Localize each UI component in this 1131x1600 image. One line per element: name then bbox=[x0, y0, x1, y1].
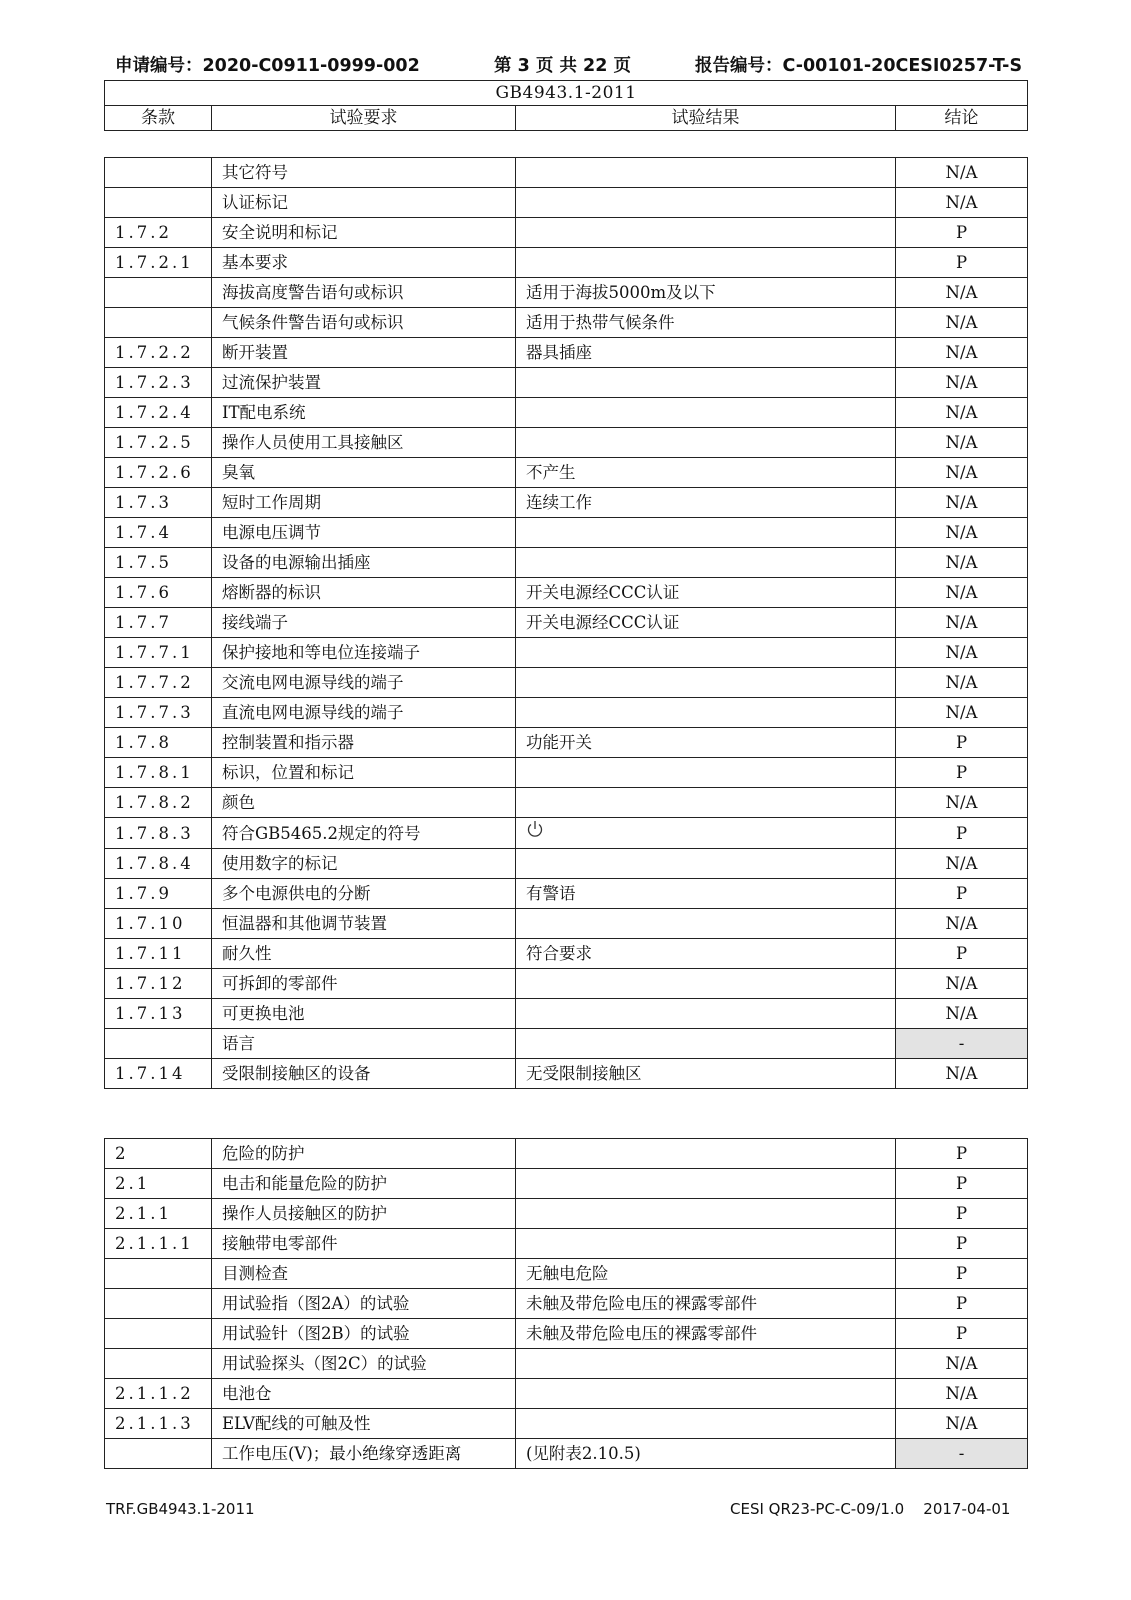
table-row bbox=[105, 969, 1028, 999]
requirement-cell: 颜色 bbox=[212, 788, 516, 818]
clause-cell: 1.7.7.3 bbox=[105, 698, 212, 728]
verdict-cell: P bbox=[896, 818, 1028, 849]
table-header bbox=[104, 80, 1028, 131]
requirement-cell: 设备的电源输出插座 bbox=[212, 548, 516, 578]
verdict-cell: N/A bbox=[896, 698, 1028, 728]
requirement-cell: 用试验针（图2B）的试验 bbox=[212, 1319, 516, 1349]
verdict-cell: N/A bbox=[896, 638, 1028, 668]
requirement-cell: 熔断器的标识 bbox=[212, 578, 516, 608]
verdict-cell: N/A bbox=[896, 1409, 1028, 1439]
verdict-cell: N/A bbox=[896, 578, 1028, 608]
clause-cell: 1.7.8.2 bbox=[105, 788, 212, 818]
result-cell bbox=[516, 398, 896, 428]
requirement-cell: 直流电网电源导线的端子 bbox=[212, 698, 516, 728]
table-row bbox=[105, 668, 1028, 698]
requirement-cell: 断开装置 bbox=[212, 338, 516, 368]
result-cell bbox=[516, 758, 896, 788]
verdict-cell: P bbox=[896, 758, 1028, 788]
clause-cell: 2.1.1.1 bbox=[105, 1229, 212, 1259]
result-cell bbox=[516, 668, 896, 698]
requirement-cell: 目测检查 bbox=[212, 1259, 516, 1289]
result-cell: 有警语 bbox=[516, 879, 896, 909]
requirement-cell: 多个电源供电的分断 bbox=[212, 879, 516, 909]
column-header-result: 试验结果 bbox=[516, 106, 896, 131]
result-cell bbox=[516, 188, 896, 218]
clause-cell: 1.7.5 bbox=[105, 548, 212, 578]
result-cell: 连续工作 bbox=[516, 488, 896, 518]
requirement-cell: 电源电压调节 bbox=[212, 518, 516, 548]
requirement-cell: 气候条件警告语句或标识 bbox=[212, 308, 516, 338]
verdict-cell: N/A bbox=[896, 308, 1028, 338]
result-cell bbox=[516, 1029, 896, 1059]
result-cell bbox=[516, 1199, 896, 1229]
verdict-cell: N/A bbox=[896, 1349, 1028, 1379]
requirement-cell: 电池仓 bbox=[212, 1379, 516, 1409]
requirement-cell: 语言 bbox=[212, 1029, 516, 1059]
table-row bbox=[105, 1379, 1028, 1409]
requirement-cell: 过流保护装置 bbox=[212, 368, 516, 398]
requirement-cell: 受限制接触区的设备 bbox=[212, 1059, 516, 1089]
clause-cell: 1.7.2.6 bbox=[105, 458, 212, 488]
table-row bbox=[105, 788, 1028, 818]
table-row bbox=[105, 338, 1028, 368]
clause-cell: 1.7.8.1 bbox=[105, 758, 212, 788]
verdict-cell: N/A bbox=[896, 909, 1028, 939]
result-cell bbox=[516, 788, 896, 818]
verdict-cell: - bbox=[896, 1439, 1028, 1469]
result-cell: 无受限制接触区 bbox=[516, 1059, 896, 1089]
verdict-cell: N/A bbox=[896, 188, 1028, 218]
requirement-cell: 保护接地和等电位连接端子 bbox=[212, 638, 516, 668]
result-cell: 开关电源经CCC认证 bbox=[516, 578, 896, 608]
table-row bbox=[105, 1139, 1028, 1169]
clause-cell bbox=[105, 1349, 212, 1379]
clause-cell: 2 bbox=[105, 1139, 212, 1169]
verdict-cell: N/A bbox=[896, 548, 1028, 578]
clause-cell: 1.7.9 bbox=[105, 879, 212, 909]
table-row bbox=[105, 638, 1028, 668]
table-row bbox=[105, 1229, 1028, 1259]
requirement-cell: 海拔高度警告语句或标识 bbox=[212, 278, 516, 308]
verdict-cell: N/A bbox=[896, 488, 1028, 518]
result-cell bbox=[516, 1349, 896, 1379]
verdict-cell: P bbox=[896, 879, 1028, 909]
clause-cell: 1.7.2.4 bbox=[105, 398, 212, 428]
form-id: TRF.GB4943.1-2011 bbox=[106, 1500, 255, 1518]
verdict-cell: P bbox=[896, 1199, 1028, 1229]
result-cell bbox=[516, 969, 896, 999]
table-row bbox=[105, 1259, 1028, 1289]
clause-cell: 1.7.11 bbox=[105, 939, 212, 969]
clause-cell: 2.1.1.2 bbox=[105, 1379, 212, 1409]
clause-cell: 1.7.4 bbox=[105, 518, 212, 548]
requirement-cell: 符合GB5465.2规定的符号 bbox=[212, 818, 516, 849]
clause-cell: 1.7.2.1 bbox=[105, 248, 212, 278]
result-cell bbox=[516, 1139, 896, 1169]
clause-cell: 1.7.7.1 bbox=[105, 638, 212, 668]
verdict-cell: P bbox=[896, 939, 1028, 969]
verdict-cell: N/A bbox=[896, 458, 1028, 488]
table-row bbox=[105, 1319, 1028, 1349]
clause-cell bbox=[105, 1319, 212, 1349]
verdict-cell: - bbox=[896, 1029, 1028, 1059]
verdict-cell: N/A bbox=[896, 969, 1028, 999]
result-cell bbox=[516, 818, 896, 849]
verdict-cell: N/A bbox=[896, 398, 1028, 428]
table-row bbox=[105, 1349, 1028, 1379]
table-row bbox=[105, 1059, 1028, 1089]
requirement-cell: 耐久性 bbox=[212, 939, 516, 969]
table-row bbox=[105, 518, 1028, 548]
column-header-clause: 条款 bbox=[105, 106, 212, 131]
result-cell bbox=[516, 218, 896, 248]
result-cell bbox=[516, 158, 896, 188]
clause-cell: 1.7.2.2 bbox=[105, 338, 212, 368]
verdict-cell: N/A bbox=[896, 608, 1028, 638]
result-cell: (见附表2.10.5) bbox=[516, 1439, 896, 1469]
requirement-cell: 交流电网电源导线的端子 bbox=[212, 668, 516, 698]
table-row bbox=[105, 248, 1028, 278]
requirement-cell: 控制装置和指示器 bbox=[212, 728, 516, 758]
clause-cell bbox=[105, 188, 212, 218]
requirement-cell: 操作人员接触区的防护 bbox=[212, 1199, 516, 1229]
result-cell bbox=[516, 698, 896, 728]
table-row bbox=[105, 428, 1028, 458]
verdict-cell: P bbox=[896, 1229, 1028, 1259]
clause-cell: 1.7.13 bbox=[105, 999, 212, 1029]
result-cell: 功能开关 bbox=[516, 728, 896, 758]
clause-cell: 2.1.1.3 bbox=[105, 1409, 212, 1439]
verdict-cell: N/A bbox=[896, 158, 1028, 188]
requirement-cell: 接线端子 bbox=[212, 608, 516, 638]
requirement-cell: 臭氧 bbox=[212, 458, 516, 488]
verdict-cell: P bbox=[896, 248, 1028, 278]
requirement-cell: 工作电压(V)；最小绝缘穿透距离 bbox=[212, 1439, 516, 1469]
requirement-cell: 操作人员使用工具接触区 bbox=[212, 428, 516, 458]
verdict-cell: N/A bbox=[896, 338, 1028, 368]
verdict-cell: P bbox=[896, 1139, 1028, 1169]
table-row bbox=[105, 458, 1028, 488]
result-cell: 符合要求 bbox=[516, 939, 896, 969]
result-cell bbox=[516, 248, 896, 278]
clause-cell: 1.7.2.5 bbox=[105, 428, 212, 458]
clause-cell: 1.7.10 bbox=[105, 909, 212, 939]
table-row bbox=[105, 999, 1028, 1029]
clause-cell: 1.7.8.3 bbox=[105, 818, 212, 849]
result-cell bbox=[516, 368, 896, 398]
result-cell: 不产生 bbox=[516, 458, 896, 488]
requirement-cell: 危险的防护 bbox=[212, 1139, 516, 1169]
verdict-cell: N/A bbox=[896, 428, 1028, 458]
verdict-cell: N/A bbox=[896, 278, 1028, 308]
clause-cell bbox=[105, 1029, 212, 1059]
result-cell bbox=[516, 1409, 896, 1439]
table-row bbox=[105, 1439, 1028, 1469]
application-number: 申请编号：2020-C0911-0999-002 bbox=[115, 56, 420, 76]
verdict-cell: N/A bbox=[896, 368, 1028, 398]
requirement-cell: 基本要求 bbox=[212, 248, 516, 278]
verdict-cell: N/A bbox=[896, 788, 1028, 818]
clause-cell bbox=[105, 1289, 212, 1319]
requirement-cell: 安全说明和标记 bbox=[212, 218, 516, 248]
table-row bbox=[105, 909, 1028, 939]
requirement-cell: 使用数字的标记 bbox=[212, 849, 516, 879]
result-cell: 适用于热带气候条件 bbox=[516, 308, 896, 338]
requirement-cell: 可更换电池 bbox=[212, 999, 516, 1029]
table-row bbox=[105, 758, 1028, 788]
clause-cell: 1.7.14 bbox=[105, 1059, 212, 1089]
result-cell bbox=[516, 638, 896, 668]
table-row bbox=[105, 548, 1028, 578]
table-row bbox=[105, 728, 1028, 758]
table-row bbox=[105, 578, 1028, 608]
requirement-cell: 恒温器和其他调节装置 bbox=[212, 909, 516, 939]
table-row bbox=[105, 1289, 1028, 1319]
table-row bbox=[105, 188, 1028, 218]
page-info: 第 3 页 共 22 页 bbox=[494, 56, 631, 76]
clause-cell: 1.7.6 bbox=[105, 578, 212, 608]
clause-cell: 1.7.2.3 bbox=[105, 368, 212, 398]
clause-cell bbox=[105, 308, 212, 338]
clause-cell: 1.7.7 bbox=[105, 608, 212, 638]
verdict-cell: P bbox=[896, 1259, 1028, 1289]
clause-cell bbox=[105, 158, 212, 188]
result-cell: 未触及带危险电压的裸露零部件 bbox=[516, 1289, 896, 1319]
clause-cell: 1.7.12 bbox=[105, 969, 212, 999]
result-cell: 开关电源经CCC认证 bbox=[516, 608, 896, 638]
table-row bbox=[105, 818, 1028, 849]
requirement-cell: 其它符号 bbox=[212, 158, 516, 188]
result-cell bbox=[516, 518, 896, 548]
result-cell: 未触及带危险电压的裸露零部件 bbox=[516, 1319, 896, 1349]
result-cell bbox=[516, 909, 896, 939]
result-cell bbox=[516, 1229, 896, 1259]
clause-table-2 bbox=[104, 1138, 1028, 1469]
requirement-cell: 标识，位置和标记 bbox=[212, 758, 516, 788]
verdict-cell: N/A bbox=[896, 668, 1028, 698]
table-row bbox=[105, 278, 1028, 308]
table-row bbox=[105, 698, 1028, 728]
table-row bbox=[105, 939, 1028, 969]
report-number: 报告编号：C-00101-20CESI0257-T-S bbox=[695, 56, 1023, 76]
table-row bbox=[105, 879, 1028, 909]
column-header-requirement: 试验要求 bbox=[212, 106, 516, 131]
result-cell bbox=[516, 428, 896, 458]
clause-cell: 2.1.1 bbox=[105, 1199, 212, 1229]
clause-cell bbox=[105, 1259, 212, 1289]
verdict-cell: N/A bbox=[896, 1379, 1028, 1409]
table-row bbox=[105, 849, 1028, 879]
table-row bbox=[105, 1409, 1028, 1439]
table-row bbox=[105, 1169, 1028, 1199]
result-cell: 无触电危险 bbox=[516, 1259, 896, 1289]
clause-cell: 1.7.8.4 bbox=[105, 849, 212, 879]
requirement-cell: 认证标记 bbox=[212, 188, 516, 218]
result-cell bbox=[516, 999, 896, 1029]
requirement-cell: 短时工作周期 bbox=[212, 488, 516, 518]
clause-cell: 1.7.8 bbox=[105, 728, 212, 758]
table-row bbox=[105, 488, 1028, 518]
verdict-cell: N/A bbox=[896, 1059, 1028, 1089]
clause-cell: 1.7.3 bbox=[105, 488, 212, 518]
result-cell bbox=[516, 1169, 896, 1199]
clause-cell: 1.7.7.2 bbox=[105, 668, 212, 698]
verdict-cell: N/A bbox=[896, 999, 1028, 1029]
clause-cell: 1.7.2 bbox=[105, 218, 212, 248]
clause-cell bbox=[105, 278, 212, 308]
table-row bbox=[105, 308, 1028, 338]
clause-cell: 2.1 bbox=[105, 1169, 212, 1199]
result-cell: 器具插座 bbox=[516, 338, 896, 368]
verdict-cell: P bbox=[896, 1169, 1028, 1199]
requirement-cell: IT配电系统 bbox=[212, 398, 516, 428]
result-cell bbox=[516, 1379, 896, 1409]
power-symbol-icon bbox=[526, 819, 544, 848]
table-row bbox=[105, 398, 1028, 428]
verdict-cell: P bbox=[896, 1319, 1028, 1349]
requirement-cell: 电击和能量危险的防护 bbox=[212, 1169, 516, 1199]
requirement-cell: 可拆卸的零部件 bbox=[212, 969, 516, 999]
requirement-cell: ELV配线的可触及性 bbox=[212, 1409, 516, 1439]
document-reference: CESI QR23-PC-C-09/1.0 2017-04-01 bbox=[730, 1500, 1011, 1518]
table-row bbox=[105, 218, 1028, 248]
standard-title: GB4943.1-2011 bbox=[105, 81, 1028, 106]
requirement-cell: 用试验指（图2A）的试验 bbox=[212, 1289, 516, 1319]
verdict-cell: N/A bbox=[896, 518, 1028, 548]
result-cell bbox=[516, 849, 896, 879]
verdict-cell: P bbox=[896, 218, 1028, 248]
column-header-verdict: 结论 bbox=[896, 106, 1028, 131]
result-cell bbox=[516, 548, 896, 578]
clause-table-1-7 bbox=[104, 157, 1028, 1089]
verdict-cell: P bbox=[896, 728, 1028, 758]
verdict-cell: N/A bbox=[896, 849, 1028, 879]
table-row bbox=[105, 1029, 1028, 1059]
requirement-cell: 用试验探头（图2C）的试验 bbox=[212, 1349, 516, 1379]
clause-cell bbox=[105, 1439, 212, 1469]
result-cell: 适用于海拔5000m及以下 bbox=[516, 278, 896, 308]
requirement-cell: 接触带电零部件 bbox=[212, 1229, 516, 1259]
table-row bbox=[105, 608, 1028, 638]
table-row bbox=[105, 158, 1028, 188]
table-row bbox=[105, 368, 1028, 398]
verdict-cell: P bbox=[896, 1289, 1028, 1319]
table-row bbox=[105, 1199, 1028, 1229]
